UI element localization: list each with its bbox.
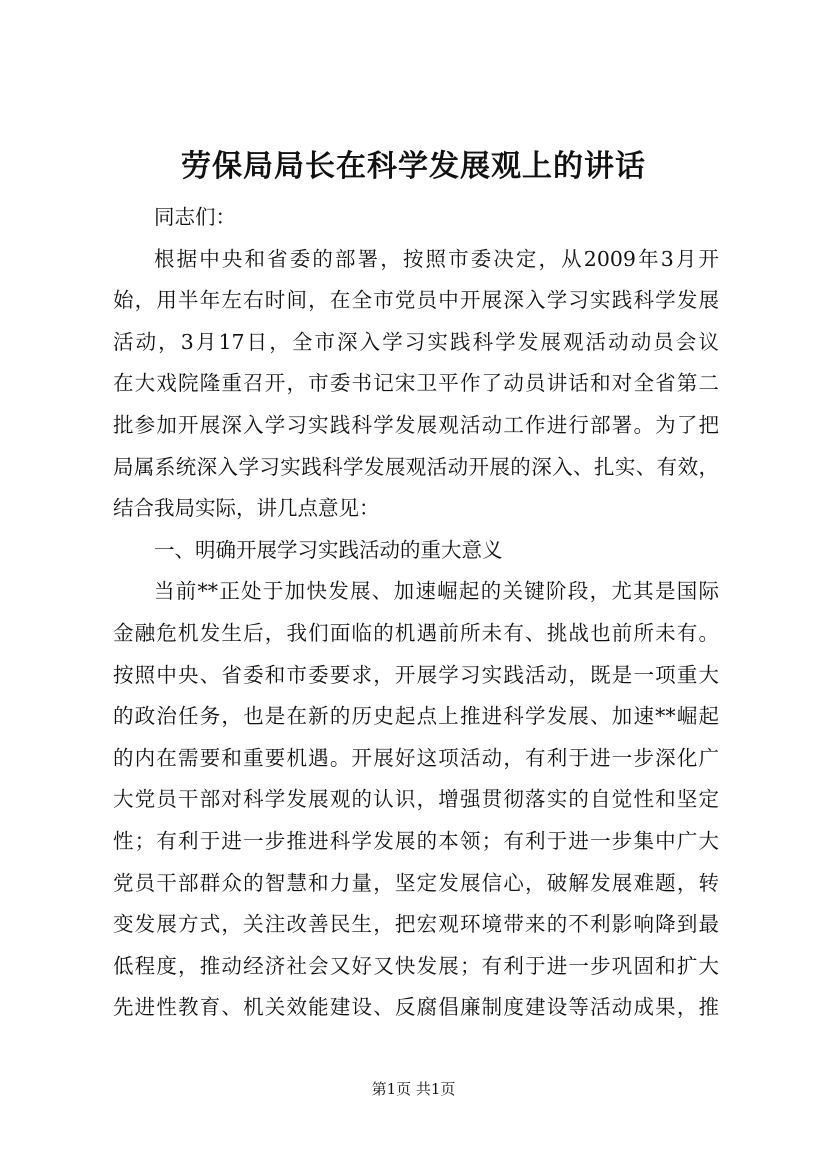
paragraph-line: 在大戏院隆重召开，市委书记宋卫平作了动员讲话和对全省第二 bbox=[113, 371, 719, 396]
paragraph-line: 根据中央和省委的部署，按照市委决定，从2009年3月开 bbox=[154, 246, 719, 271]
paragraph-line: 的政治任务，也是在新的历史起点上推进科学发展、加速**崛起 bbox=[113, 704, 719, 729]
paragraph-line: 先进性教育、机关效能建设、反腐倡廉制度建设等活动成果，推 bbox=[113, 995, 719, 1020]
section-heading: 一、明确开展学习实践活动的重大意义 bbox=[154, 537, 503, 562]
paragraph-line: 变发展方式，关注改善民生，把宏观环境带来的不利影响降到最 bbox=[113, 912, 719, 937]
paragraph-line: 结合我局实际，讲几点意见： bbox=[113, 496, 380, 521]
paragraph-line: 金融危机发生后，我们面临的机遇前所未有、挑战也前所未有。 bbox=[113, 620, 719, 645]
paragraph-line: 性；有利于进一步推进科学发展的本领；有利于进一步集中广大 bbox=[113, 828, 719, 853]
document-body bbox=[113, 197, 719, 1029]
paragraph-line: 大党员干部对科学发展观的认识，增强贯彻落实的自觉性和坚定 bbox=[113, 787, 719, 812]
paragraph-line: 低程度，推动经济社会又好又快发展；有利于进一步巩固和扩大 bbox=[113, 953, 719, 978]
paragraph-line: 始，用半年左右时间，在全市党员中开展深入学习实践科学发展 bbox=[113, 288, 719, 313]
document-title: 劳保局局长在科学发展观上的讲话 bbox=[181, 149, 646, 184]
paragraph-line: 当前**正处于加快发展、加速崛起的关键阶段，尤其是国际 bbox=[154, 579, 719, 604]
paragraph-line: 批参加开展深入学习实践科学发展观活动工作进行部署。为了把 bbox=[113, 412, 719, 437]
paragraph-line: 局属系统深入学习实践科学发展观活动开展的深入、扎实、有效， bbox=[113, 454, 719, 479]
page-footer: 第1页 共1页 bbox=[371, 1080, 456, 1098]
paragraph-line: 党员干部群众的智慧和力量，坚定发展信心，破解发展难题，转 bbox=[113, 870, 719, 895]
paragraph-line: 按照中央、省委和市委要求，开展学习实践活动，既是一项重大 bbox=[113, 662, 719, 687]
salutation: 同志们： bbox=[154, 205, 236, 229]
paragraph-line: 的内在需要和重要机遇。开展好这项活动，有利于进一步深化广 bbox=[113, 745, 719, 770]
paragraph-line: 活动，3月17日，全市深入学习实践科学发展观活动动员会议 bbox=[113, 329, 719, 354]
